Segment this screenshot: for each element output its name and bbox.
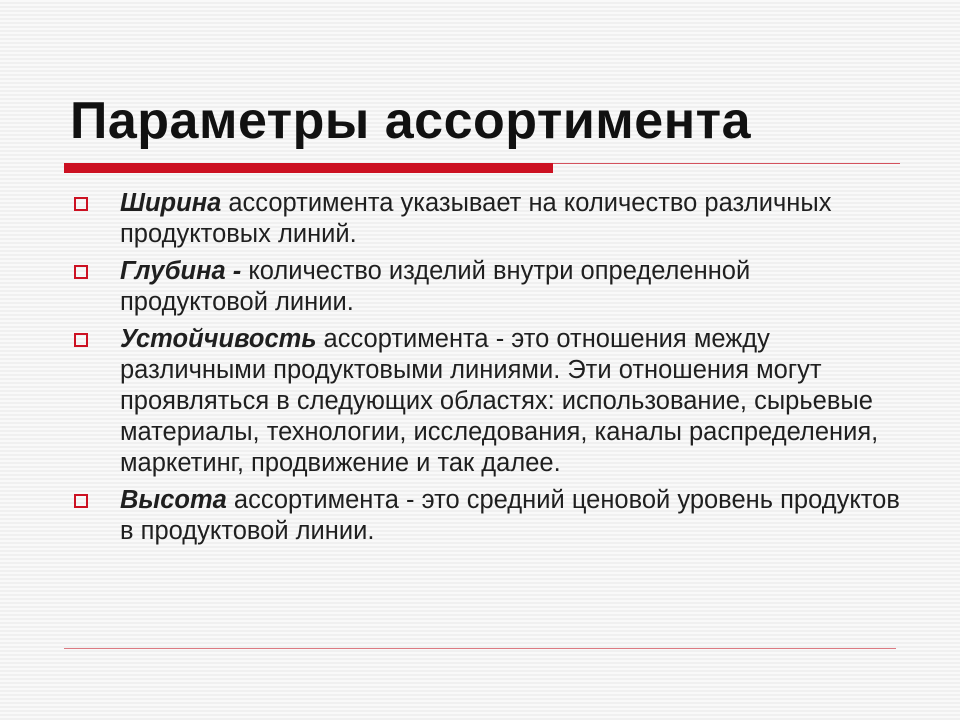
hollow-square-icon: [74, 197, 88, 211]
hollow-square-icon: [74, 333, 88, 347]
bullet-list: [70, 188, 900, 553]
hollow-square-icon: [74, 265, 88, 279]
bullet-term: Высота: [120, 486, 227, 514]
bullet-term: Устойчивость: [120, 325, 317, 353]
bullet-item-depth: [70, 256, 900, 318]
bullet-term: Глубина -: [120, 257, 242, 285]
title-underline-accent: [64, 163, 553, 173]
bullet-text: ассортимента - это отношения между различными продуктовыми линиями. Эти отношения могут проявляться в следующих областях: использование, сырьевые материалы, технологии, исследования, каналы распределения, маркетинг, продвижение и так далее.: [120, 325, 879, 477]
bullet-text: ассортимента - это средний ценовой уровень продуктов в продуктовой линии.: [120, 486, 900, 545]
hollow-square-icon: [74, 494, 88, 508]
bullet-item-stability: [70, 324, 900, 479]
bullet-text: количество изделий внутри определенной продуктовой линии.: [120, 257, 751, 316]
bullet-text: ассортимента указывает на количество различных продуктовых линий.: [120, 189, 832, 248]
slide-title: Параметры ассортимента: [70, 92, 751, 150]
bullet-term: Ширина: [120, 189, 222, 217]
bullet-item-height: [70, 485, 900, 547]
footer-divider: [64, 648, 896, 649]
bullet-item-width: [70, 188, 900, 250]
